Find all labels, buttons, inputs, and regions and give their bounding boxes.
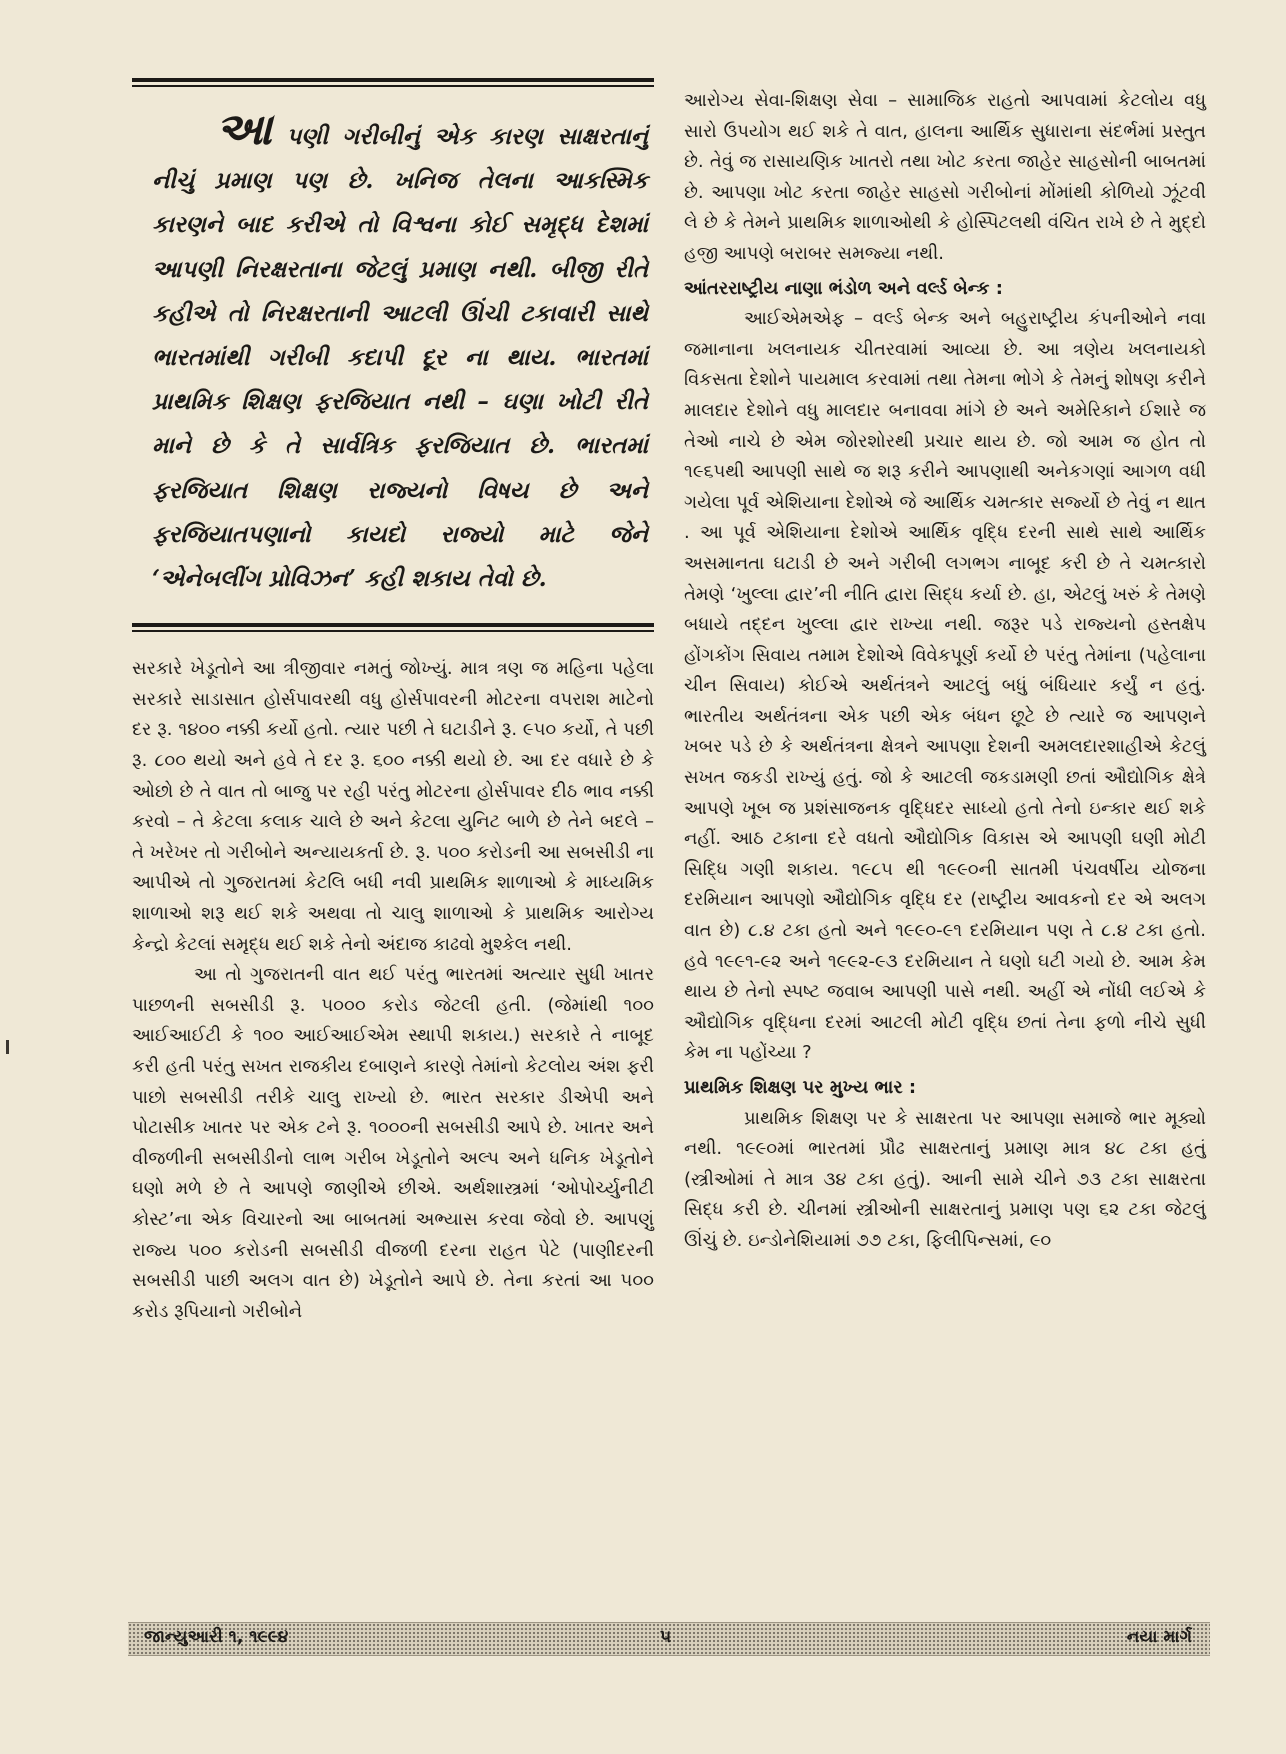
section-heading-imf-worldbank: આંતરરાષ્ટ્રીય નાણા ભંડોળ અને વર્લ્ડ બેન્ક : xyxy=(684,277,1003,299)
section-heading-primary-education: પ્રાથમિક શિક્ષણ પર મુખ્ય ભાર : xyxy=(684,1077,917,1098)
pullquote xyxy=(152,104,648,601)
right-paragraph-2: આઈએમએફ – વર્લ્ડ બેન્ક અને બહુરાષ્ટ્રીય કંપનીઓને નવા જમાનાના ખલનાયક ચીતરવામાં આવ્યા છે. આ ત્રણેય ખલનાયકો વિકસતા દેશોને પાયમાલ કરવામાં તથા તેમના ભોગે કે તેમનું શોષણ કરીને માલદાર દેશોને વધુ માલદાર બનાવવા માંગે છે અને અમેરિકાને ઈશારે જ તેઓ નાચે છે એમ જોરશોરથી પ્રચાર થાય છે. જો આમ જ હોત તો ૧૯૬૫થી આપણી સાથે જ શરૂ કરીને આપણાથી અનેકગણાં આગળ વધી ગયેલા પૂર્વ એશિયાના દેશોએ જે આર્થિક ચમત્કાર સર્જ્યો છે તેવું ન થાત . આ પૂર્વ એશિયાના દેશોએ આર્થિક વૃદ્ધિ દરની સાથે સાથે આર્થિક અસમાનતા ઘટાડી છે અને ગરીબી લગભગ નાબૂદ કરી છે તે ચમત્કારો તેમણે ‘ખુલ્લા દ્વાર’ની નીતિ દ્વારા સિદ્ધ કર્યા છે. હા, એટલું ખરું કે તેમણે બધાયે તદ્દન ખુલ્લા દ્વાર રાખ્યા નથી. જરૂર પડે રાજ્યનો હસ્તક્ષેપ હોંગકોંગ સિવાય તમામ દેશોએ વિવેકપૂર્ણ કર્યો છે પરંતુ તેમાંના (પહેલાના ચીન સિવાય) કોઈએ અર્થતંત્રને આટલું બધું બંધિયાર કર્યું ન હતું. ભારતીય અર્થતંત્રના એક પછી એક બંધન છૂટે છે ત્યારે જ આપણને ખબર પડે છે કે અર્થતંત્રના ક્ષેત્રને આપણા દેશની અમલદારશાહીએ કેટલું સખત જકડી રાખ્યું હતું. જો કે આટલી જકડામણી છતાં ઔદ્યોગિક ક્ષેત્રે આપણે ખૂબ જ પ્રશંસાજનક વૃદ્ધિદર સાધ્યો હતો તેનો ઇન્કાર થઈ શકે નહીં. આઠ ટકાના દરે વધતો ઔદ્યોગિક વિકાસ એ આપણી ઘણી મોટી સિદ્ધિ ગણી શકાય. ૧૯૮૫ થી ૧૯૯૦ની સાતમી પંચવર્ષીય યોજના દરમિયાન આપણો ઔદ્યોગિક વૃદ્ધિ દર (રાષ્ટ્રીય આવકનો દર એ અલગ વાત છે) ૮.૪ ટકા હતો અને ૧૯૯૦-૯૧ દરમિયાન પણ તે ૮.૪ ટકા હતો. હવે ૧૯૯૧-૯૨ અને ૧૯૯૨-૯૩ દરમિયાન તે ઘણો ઘટી ગયો છે. આમ કેમ થાય છે તેનો સ્પષ્ટ જવાબ આપણી પાસે નથી. અહીં એ નોંધી લઈએ કે ઔદ્યોગિક વૃદ્ધિના દરમાં આટલી મોટી વૃદ્ધિ છતાં તેના ફળો નીચે સુધી કેમ ના પહોંચ્યા ? xyxy=(684,308,1206,1064)
left-paragraph-2: આ તો ગુજરાતની વાત થઈ પરંતુ ભારતમાં અત્યાર સુધી ખાતર પાછળની સબસીડી રૂ. ૫૦૦૦ કરોડ જેટલી હતી. (જેમાંથી ૧૦૦ આઈઆઈટી કે ૧૦૦ આઈઆઈએમ સ્થાપી શકાય.) સરકારે તે નાબૂદ કરી હતી પરંતુ સખત રાજકીય દબાણને કારણે તેમાંનો કેટલોય અંશ ફરી પાછો સબસીડી તરીકે ચાલુ રાખ્યો છે. ભારત સરકાર ડીએપી અને પોટાસીક ખાતર પર એક ટને રૂ. ૧૦૦૦ની સબસીડી આપે છે. ખાતર અને વીજળીની સબસીડીનો લાભ ગરીબ ખેડૂતોને અલ્પ અને ધનિક ખેડૂતોને ઘણો મળે છે તે આપણે જાણીએ છીએ. અર્થશાસ્ત્રમાં ‘ઓપોર્ચ્યુનીટી કોસ્ટ’ના એક વિચારનો આ બાબતમાં અભ્યાસ કરવા જેવો છે. આપણું રાજ્ય ૫૦૦ કરોડની સબસીડી વીજળી દરના રાહત પેટે (પાણીદરની સબસીડી પાછી અલગ વાત છે) ખેડૂતોને આપે છે. તેના કરતાં આ ૫૦૦ કરોડ રૂપિયાનો ગરીબોને xyxy=(132,964,654,1322)
page-footer xyxy=(128,1622,1210,1656)
footer-page-number: ૫ xyxy=(660,1627,672,1647)
pullquote-bottom-rule xyxy=(132,623,654,632)
margin-mark xyxy=(6,1040,9,1054)
left-paragraph-1: સરકારે ખેડૂતોને આ ત્રીજીવાર નમતું જોખ્યું. માત્ર ત્રણ જ મહિના પહેલા સરકારે સાડાસાત હોર્સપાવરથી વધુ હોર્સપાવરની મોટરના વપરાશ માટેનો દર રૂ. ૧૪૦૦ નક્કી કર્યો હતો. ત્યાર પછી તે ઘટાડીને રૂ. ૯૫૦ કર્યો, તે પછી રૂ. ૮૦૦ થયો અને હવે તે દર રૂ. ૬૦૦ નક્કી થયો છે. આ દર વધારે છે કે ઓછો છે તે વાત તો બાજુ પર રહી પરંતુ મોટરના હોર્સપાવર દીઠ ભાવ નક્કી કરવો – તે કેટલા કલાક ચાલે છે અને કેટલા યુનિટ બાળે છે તેને બદલે – તે ખરેખર તો ગરીબોને અન્યાયકર્તા છે. રૂ. ૫૦૦ કરોડની આ સબસીડી ના આપીએ તો ગુજરાતમાં કેટલિ બધી નવી પ્રાથમિક શાળાઓ કે માધ્યમિક શાળાઓ શરૂ થઈ શકે અથવા તો ચાલુ શાળાઓ કે પ્રાથમિક આરોગ્ય કેન્દ્રો કેટલાં સમૃદ્ધ થઈ શકે તેનો અંદાજ કાઢવો મુશ્કેલ નથી. xyxy=(132,658,654,955)
pullquote-dropcap: આ xyxy=(216,104,272,155)
footer-magazine-name: નયા માર્ગ xyxy=(1126,1627,1192,1647)
right-paragraph-3: પ્રાથમિક શિક્ષણ પર કે સાક્ષરતા પર આપણા સમાજે ભાર મૂક્યો નથી. ૧૯૯૦માં ભારતમાં પ્રૌઢ સાક્ષરતાનું પ્રમાણ માત્ર ૪૮ ટકા હતું (સ્ત્રીઓમાં તે માત્ર ૩૪ ટકા હતું). આની સામે ચીને ૭૩ ટકા સાક્ષરતા સિદ્ધ કરી છે. ચીનમાં સ્ત્રીઓની સાક્ષરતાનું પ્રમાણ પણ ૬૨ ટકા જેટલું ઊંચું છે. ઇન્ડોનેશિયામાં ૭૭ ટકા, ફિલીપિન્સમાં, ૯૦ xyxy=(684,1107,1206,1251)
right-paragraph-1: આરોગ્ય સેવા-શિક્ષણ સેવા – સામાજિક રાહતો આપવામાં કેટલોય વધુ સારો ઉપયોગ થઈ શકે તે વાત, હાલના આર્થિક સુધારાના સંદર્ભમાં પ્રસ્તુત છે. તેવું જ રાસાયણિક ખાતરો તથા ખોટ કરતા જાહેર સાહસોની બાબતમાં છે. આપણા ખોટ કરતા જાહેર સાહસો ગરીબોનાં મોંમાંથી કોળિયો ઝૂંટવી લે છે કે તેમને પ્રાથમિક શાળાઓથી કે હોસ્પિટલથી વંચિત રાખે છે તે મુદ્દો હજી આપણે બરાબર સમજ્યા નથી. xyxy=(684,90,1206,264)
right-column xyxy=(684,86,1206,1257)
footer-date: જાન્યુઆરી ૧, ૧૯૯૪ xyxy=(144,1627,289,1647)
pullquote-text: પણી ગરીબીનું એક કારણ સાક્ષરતાનું નીચું પ્રમાણ પણ છે. ખનિજ તેલના આકસ્મિક કારણને બાદ કરીએ તો વિશ્વના કોઈ સમૃદ્ધ દેશમાં આપણી નિરક્ષરતાના જેટલું પ્રમાણ નથી. બીજી રીતે કહીએ તો નિરક્ષરતાની આટલી ઊંચી ટકાવારી સાથે ભારતમાંથી ગરીબી કદાપી દૂર ના થાય. ભારતમાં પ્રાથમિક શિક્ષણ ફરજિયાત નથી – ઘણા ખોટી રીતે માને છે કે તે સાર્વત્રિક ફરજિયાત છે. ભારતમાં ફરજિયાત શિક્ષણ રાજ્યનો વિષય છે અને ફરજિયાતપણાનો કાયદો રાજ્યો માટે જેને ‘એનેબલીંગ પ્રોવિઝન’ કહી શકાય તેવો છે. xyxy=(152,123,648,593)
pullquote-top-rule xyxy=(132,78,654,87)
left-column xyxy=(132,78,654,1327)
